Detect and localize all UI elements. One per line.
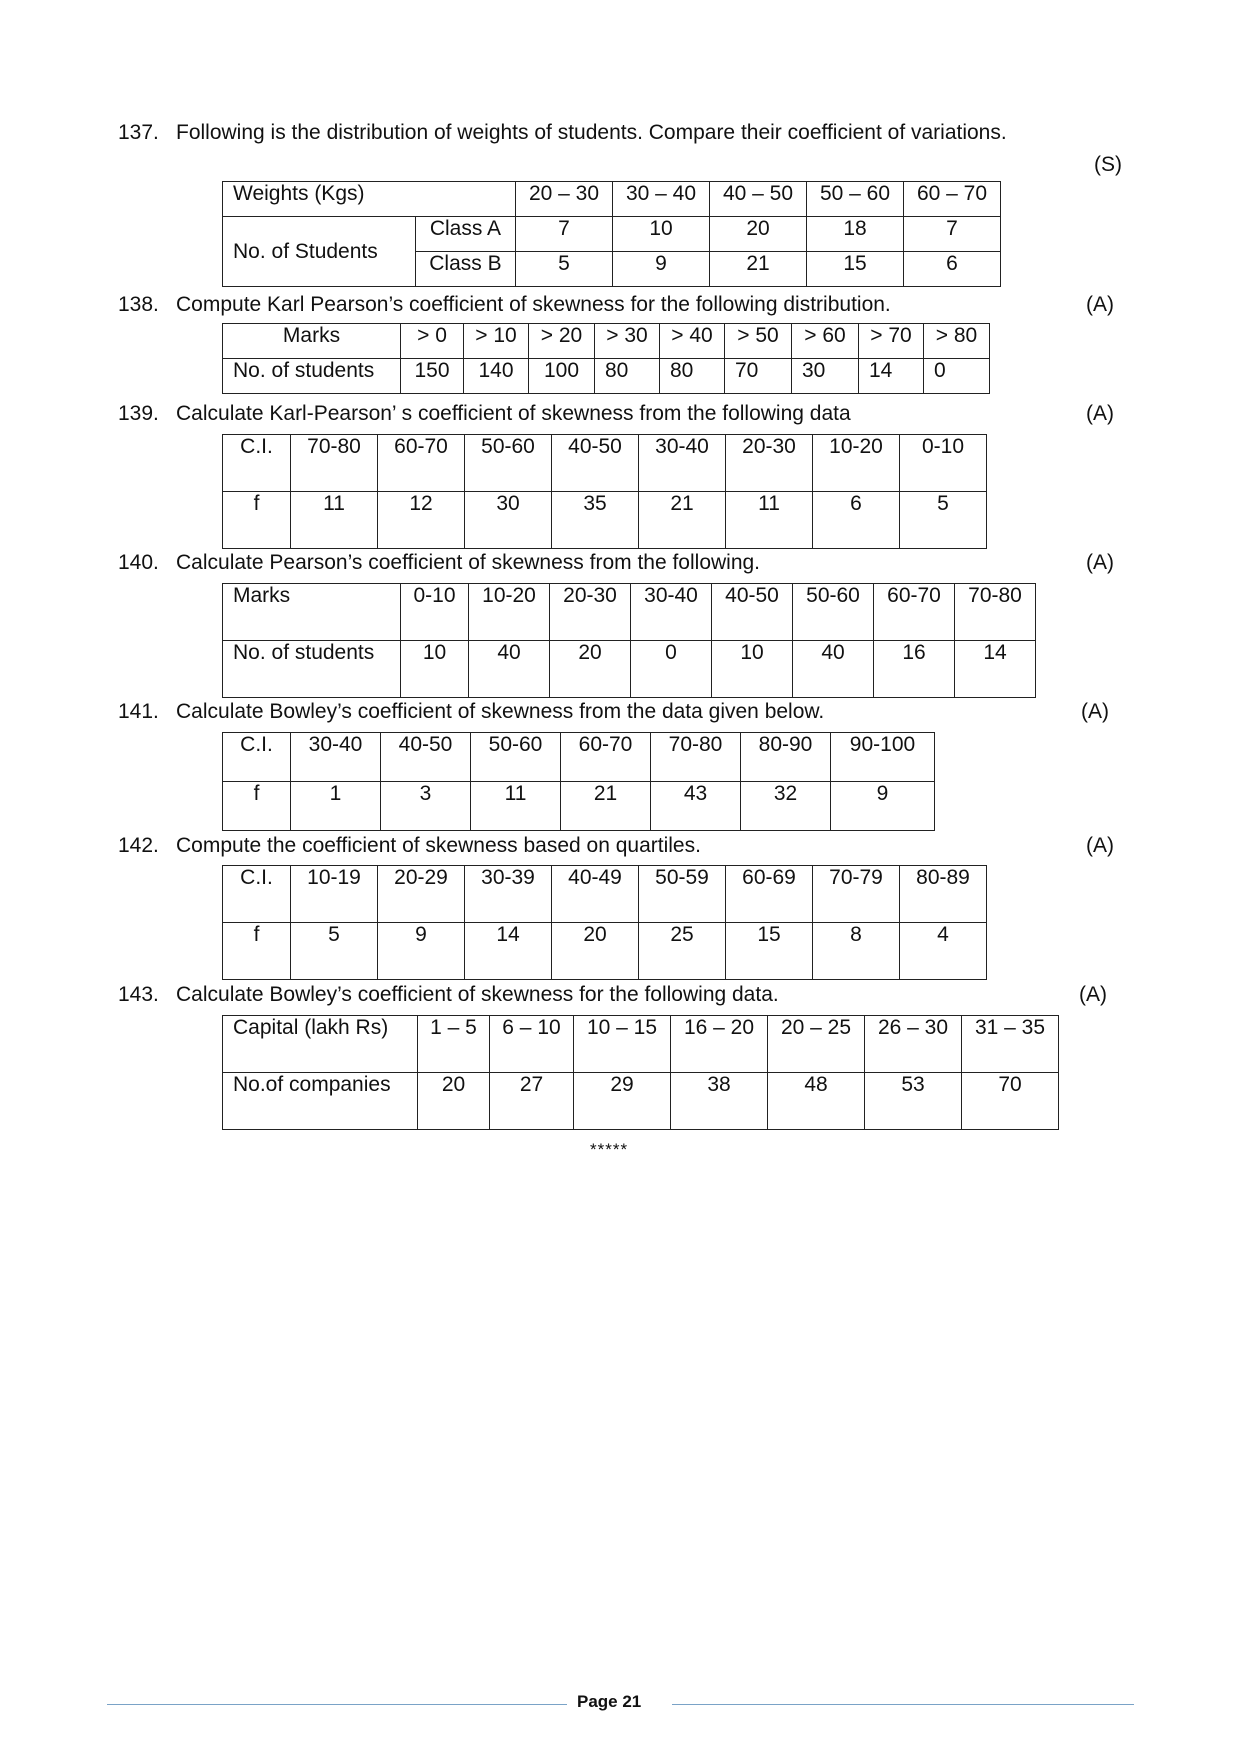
table-col-header: 40-49 bbox=[552, 866, 639, 923]
question-tag: (A) bbox=[1086, 551, 1114, 574]
table-cell: 11 bbox=[291, 492, 378, 549]
table-row-label: f bbox=[223, 492, 291, 549]
table-col-header: 10-20 bbox=[469, 584, 550, 641]
table-cell: 10 bbox=[613, 217, 710, 252]
table-138 bbox=[222, 323, 990, 394]
table-cell: 20 bbox=[550, 641, 631, 698]
table-cell: 40 bbox=[469, 641, 550, 698]
table-cell: 70 bbox=[725, 359, 792, 394]
table-col-header: 20 – 25 bbox=[768, 1016, 865, 1073]
table-143 bbox=[222, 1015, 1059, 1130]
question-137 bbox=[118, 120, 1007, 146]
table-cell: 10 bbox=[712, 641, 793, 698]
table-cell: 14 bbox=[859, 359, 924, 394]
table-cell: 30 bbox=[792, 359, 859, 394]
table-col-header: 30-39 bbox=[465, 866, 552, 923]
table-col-header: 31 – 35 bbox=[962, 1016, 1059, 1073]
table-cell: 14 bbox=[955, 641, 1036, 698]
table-141 bbox=[222, 732, 935, 831]
table-col-header: 20-30 bbox=[550, 584, 631, 641]
table-cell: 16 bbox=[874, 641, 955, 698]
table-col-header: 60-70 bbox=[874, 584, 955, 641]
table-cell: 5 bbox=[900, 492, 987, 549]
table-subrow-label: Class A bbox=[415, 217, 515, 252]
question-text: Following is the distribution of weights of students. Compare their coefficient of variations. bbox=[176, 121, 1007, 144]
table-col-header: 60-70 bbox=[561, 733, 651, 782]
table-col-header: 50-60 bbox=[465, 435, 552, 492]
table-cell: 80 bbox=[660, 359, 725, 394]
table-col-header: > 70 bbox=[859, 324, 924, 359]
table-col-header: 0-10 bbox=[401, 584, 469, 641]
question-tag: (A) bbox=[1086, 834, 1114, 857]
table-cell: 12 bbox=[378, 492, 465, 549]
question-text: Calculate Karl-Pearson’ s coefficient of skewness from the following data bbox=[176, 402, 851, 425]
table-col-header: 10-20 bbox=[813, 435, 900, 492]
table-cell: 21 bbox=[639, 492, 726, 549]
table-col-header: 6 – 10 bbox=[490, 1016, 574, 1073]
table-cell: 9 bbox=[613, 252, 710, 287]
table-row-label: No. of Students bbox=[223, 217, 416, 287]
question-number: 141. bbox=[118, 700, 159, 723]
question-141 bbox=[118, 699, 824, 725]
question-number: 143. bbox=[118, 983, 159, 1006]
table-cell: 18 bbox=[807, 217, 904, 252]
table-row-label: C.I. bbox=[223, 866, 291, 923]
table-row-label: f bbox=[223, 923, 291, 980]
question-number: 139. bbox=[118, 402, 159, 425]
table-col-header: 30-40 bbox=[639, 435, 726, 492]
table-col-header: > 40 bbox=[660, 324, 725, 359]
table-cell: 48 bbox=[768, 1073, 865, 1130]
question-text: Compute Karl Pearson’s coefficient of skewness for the following distribution. bbox=[176, 293, 891, 316]
table-cell: 5 bbox=[291, 923, 378, 980]
table-col-header: 16 – 20 bbox=[671, 1016, 768, 1073]
table-cell: 5 bbox=[516, 252, 613, 287]
table-cell: 140 bbox=[464, 359, 529, 394]
table-cell: 53 bbox=[865, 1073, 962, 1130]
table-subrow-label: Class B bbox=[415, 252, 515, 287]
table-cell: 10 bbox=[401, 641, 469, 698]
table-cell: 4 bbox=[900, 923, 987, 980]
table-cell: 11 bbox=[726, 492, 813, 549]
table-137 bbox=[222, 181, 1001, 287]
page-number: Page 21 bbox=[577, 1692, 642, 1711]
table-cell: 1 bbox=[291, 782, 381, 831]
table-col-header: 20-30 bbox=[726, 435, 813, 492]
table-col-header: 70-80 bbox=[651, 733, 741, 782]
question-number: 140. bbox=[118, 551, 159, 574]
table-col-header: 30 – 40 bbox=[613, 182, 710, 217]
table-cell: 150 bbox=[401, 359, 464, 394]
table-cell: 70 bbox=[962, 1073, 1059, 1130]
table-cell: 40 bbox=[793, 641, 874, 698]
table-col-header: 0-10 bbox=[900, 435, 987, 492]
table-col-header: > 30 bbox=[595, 324, 660, 359]
table-row-label: Capital (lakh Rs) bbox=[223, 1016, 418, 1073]
table-row-label: C.I. bbox=[223, 733, 291, 782]
question-text: Calculate Pearson’s coefficient of skewness from the following. bbox=[176, 551, 761, 574]
table-cell: 8 bbox=[813, 923, 900, 980]
table-142 bbox=[222, 865, 987, 980]
table-cell: 9 bbox=[378, 923, 465, 980]
table-col-header: 70-80 bbox=[291, 435, 378, 492]
table-col-header: > 10 bbox=[464, 324, 529, 359]
table-cell: 32 bbox=[741, 782, 831, 831]
question-tag: (A) bbox=[1081, 700, 1109, 723]
table-cell: 21 bbox=[710, 252, 807, 287]
table-col-header: 26 – 30 bbox=[865, 1016, 962, 1073]
page-footer bbox=[0, 1690, 1241, 1720]
question-138 bbox=[118, 292, 891, 318]
table-col-header: 10 – 15 bbox=[574, 1016, 671, 1073]
table-row-label: No. of students bbox=[223, 641, 401, 698]
table-col-header: 40-50 bbox=[712, 584, 793, 641]
table-cell: 20 bbox=[552, 923, 639, 980]
question-143 bbox=[118, 982, 779, 1008]
table-cell: 14 bbox=[465, 923, 552, 980]
table-col-header: 40-50 bbox=[381, 733, 471, 782]
question-tag: (S) bbox=[1094, 153, 1122, 176]
table-cell: 80 bbox=[595, 359, 660, 394]
table-col-header: > 20 bbox=[529, 324, 595, 359]
table-cell: 100 bbox=[529, 359, 595, 394]
table-140 bbox=[222, 583, 1036, 698]
table-col-header: 40 – 50 bbox=[710, 182, 807, 217]
question-tag: (A) bbox=[1079, 983, 1107, 1006]
question-tag: (A) bbox=[1086, 402, 1114, 425]
table-col-header: > 50 bbox=[725, 324, 792, 359]
table-cell: 11 bbox=[471, 782, 561, 831]
table-col-header: 50-60 bbox=[471, 733, 561, 782]
question-140 bbox=[118, 550, 760, 576]
table-col-header: 50-59 bbox=[639, 866, 726, 923]
table-col-header: 30-40 bbox=[291, 733, 381, 782]
table-cell: 0 bbox=[924, 359, 990, 394]
table-cell: 43 bbox=[651, 782, 741, 831]
question-number: 137. bbox=[118, 121, 159, 144]
table-cell: 30 bbox=[465, 492, 552, 549]
table-cell: 15 bbox=[807, 252, 904, 287]
table-row-label: f bbox=[223, 782, 291, 831]
table-cell: 29 bbox=[574, 1073, 671, 1130]
table-139 bbox=[222, 434, 987, 549]
question-text: Calculate Bowley’s coefficient of skewness for the following data. bbox=[176, 983, 779, 1006]
table-cell: 35 bbox=[552, 492, 639, 549]
question-142 bbox=[118, 833, 701, 859]
table-col-header: 20-29 bbox=[378, 866, 465, 923]
footer-rule-right bbox=[672, 1704, 1134, 1705]
table-cell: 9 bbox=[831, 782, 935, 831]
table-col-header: 70-80 bbox=[955, 584, 1036, 641]
question-number: 142. bbox=[118, 834, 159, 857]
table-row-label: C.I. bbox=[223, 435, 291, 492]
table-cell: 7 bbox=[904, 217, 1001, 252]
table-col-header: > 60 bbox=[792, 324, 859, 359]
table-row-label: No. of students bbox=[223, 359, 401, 394]
table-col-header: 50-60 bbox=[793, 584, 874, 641]
question-number: 138. bbox=[118, 293, 159, 316]
table-cell: 3 bbox=[381, 782, 471, 831]
table-cell: 21 bbox=[561, 782, 651, 831]
table-col-header: 10-19 bbox=[291, 866, 378, 923]
table-col-header: 70-79 bbox=[813, 866, 900, 923]
table-cell: 38 bbox=[671, 1073, 768, 1130]
end-mark: ***** bbox=[590, 1140, 629, 1159]
question-tag: (A) bbox=[1086, 293, 1114, 316]
table-col-header: > 80 bbox=[924, 324, 990, 359]
table-col-header: 60 – 70 bbox=[904, 182, 1001, 217]
table-cell: 27 bbox=[490, 1073, 574, 1130]
question-text: Calculate Bowley’s coefficient of skewness from the data given below. bbox=[176, 700, 825, 723]
question-text: Compute the coefficient of skewness based on quartiles. bbox=[176, 834, 701, 857]
table-cell: 6 bbox=[904, 252, 1001, 287]
table-cell: 25 bbox=[639, 923, 726, 980]
table-col-header: 60-69 bbox=[726, 866, 813, 923]
table-cell: 7 bbox=[516, 217, 613, 252]
table-header-label: Weights (Kgs) bbox=[223, 182, 516, 217]
table-cell: 20 bbox=[418, 1073, 490, 1130]
question-139 bbox=[118, 401, 851, 427]
table-col-header: 60-70 bbox=[378, 435, 465, 492]
table-col-header: 30-40 bbox=[631, 584, 712, 641]
table-cell: 0 bbox=[631, 641, 712, 698]
footer-rule-left bbox=[107, 1704, 567, 1705]
table-col-header: 90-100 bbox=[831, 733, 935, 782]
table-cell: 6 bbox=[813, 492, 900, 549]
table-row-label: Marks bbox=[223, 584, 401, 641]
table-col-header: > 0 bbox=[401, 324, 464, 359]
table-col-header: 40-50 bbox=[552, 435, 639, 492]
table-col-header: 20 – 30 bbox=[516, 182, 613, 217]
table-col-header: 80-90 bbox=[741, 733, 831, 782]
table-cell: 20 bbox=[710, 217, 807, 252]
table-row-label: Marks bbox=[223, 324, 401, 359]
table-col-header: 80-89 bbox=[900, 866, 987, 923]
table-col-header: 50 – 60 bbox=[807, 182, 904, 217]
table-col-header: 1 – 5 bbox=[418, 1016, 490, 1073]
table-row-label: No.of companies bbox=[223, 1073, 418, 1130]
table-cell: 15 bbox=[726, 923, 813, 980]
